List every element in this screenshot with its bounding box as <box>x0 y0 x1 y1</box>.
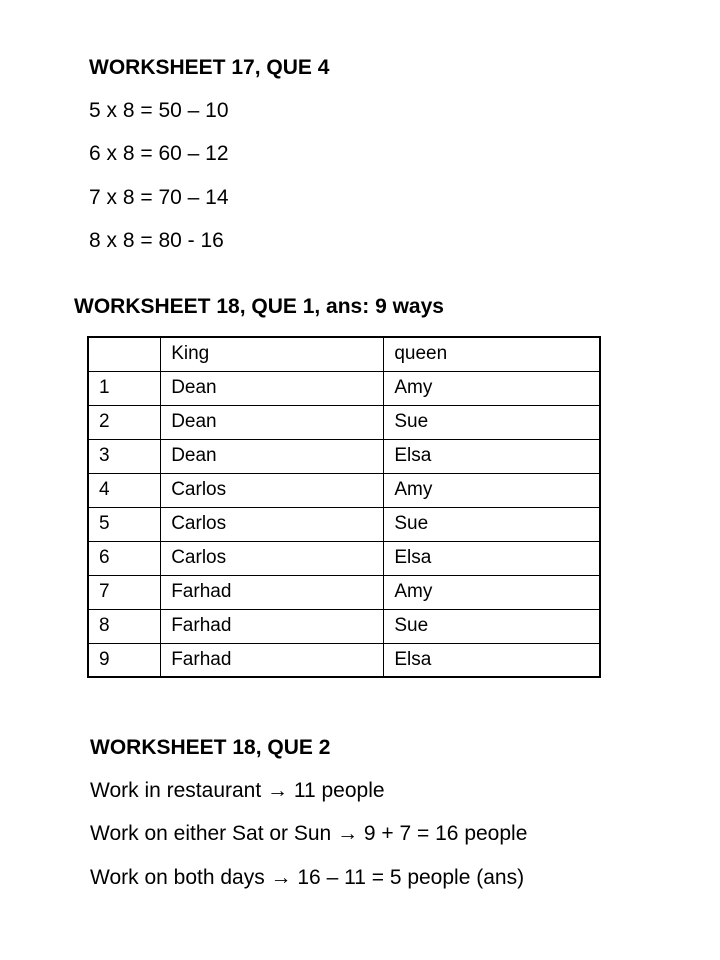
table-cell: Dean <box>161 371 384 405</box>
worksheet-17-line: 5 x 8 = 50 – 10 <box>89 99 229 122</box>
king-queen-table <box>87 336 601 678</box>
table-cell: Farhad <box>161 643 384 677</box>
table-cell: Sue <box>384 507 600 541</box>
table-cell: 6 <box>88 541 161 575</box>
worksheet-17-line: 8 x 8 = 80 - 16 <box>89 229 224 252</box>
worksheet-18-q2-line: Work on both days → 16 – 11 = 5 people (ans) <box>90 866 525 889</box>
table-row <box>88 371 600 405</box>
worksheet-18-q2-title: WORKSHEET 18, QUE 2 <box>90 736 331 759</box>
table-header-cell: queen <box>384 337 600 371</box>
table-cell: 1 <box>88 371 161 405</box>
table-row <box>88 609 600 643</box>
table-cell: 2 <box>88 405 161 439</box>
table-cell: Dean <box>161 439 384 473</box>
table-cell: Carlos <box>161 541 384 575</box>
table-cell: 7 <box>88 575 161 609</box>
table-cell: Sue <box>384 609 600 643</box>
table-cell: Elsa <box>384 643 600 677</box>
table-row <box>88 439 600 473</box>
table-header-cell <box>88 337 161 371</box>
worksheet-17-title: WORKSHEET 17, QUE 4 <box>89 56 330 79</box>
table-cell: 3 <box>88 439 161 473</box>
table-cell: Amy <box>384 473 600 507</box>
table-cell: 4 <box>88 473 161 507</box>
worksheet-18-q1-title: WORKSHEET 18, QUE 1, ans: 9 ways <box>74 295 444 318</box>
worksheet-18-q2-line: Work on either Sat or Sun → 9 + 7 = 16 people <box>90 822 528 845</box>
table-cell: Amy <box>384 575 600 609</box>
table-row <box>88 575 600 609</box>
table-cell: Dean <box>161 405 384 439</box>
table-cell: Elsa <box>384 541 600 575</box>
table-cell: Amy <box>384 371 600 405</box>
table-row <box>88 405 600 439</box>
table-row <box>88 473 600 507</box>
table-row <box>88 541 600 575</box>
worksheet-18-q2-line: Work in restaurant → 11 people <box>90 779 385 802</box>
table-cell: Carlos <box>161 507 384 541</box>
table-cell: 5 <box>88 507 161 541</box>
table-row <box>88 643 600 677</box>
table-cell: Farhad <box>161 609 384 643</box>
table-cell: 8 <box>88 609 161 643</box>
table-cell: Elsa <box>384 439 600 473</box>
table-header-cell: King <box>161 337 384 371</box>
worksheet-17-line: 7 x 8 = 70 – 14 <box>89 186 229 209</box>
table-cell: 9 <box>88 643 161 677</box>
worksheet-17-line: 6 x 8 = 60 – 12 <box>89 142 229 165</box>
table-cell: Farhad <box>161 575 384 609</box>
table-row <box>88 507 600 541</box>
table-cell: Carlos <box>161 473 384 507</box>
table-cell: Sue <box>384 405 600 439</box>
table-header-row <box>88 337 600 371</box>
